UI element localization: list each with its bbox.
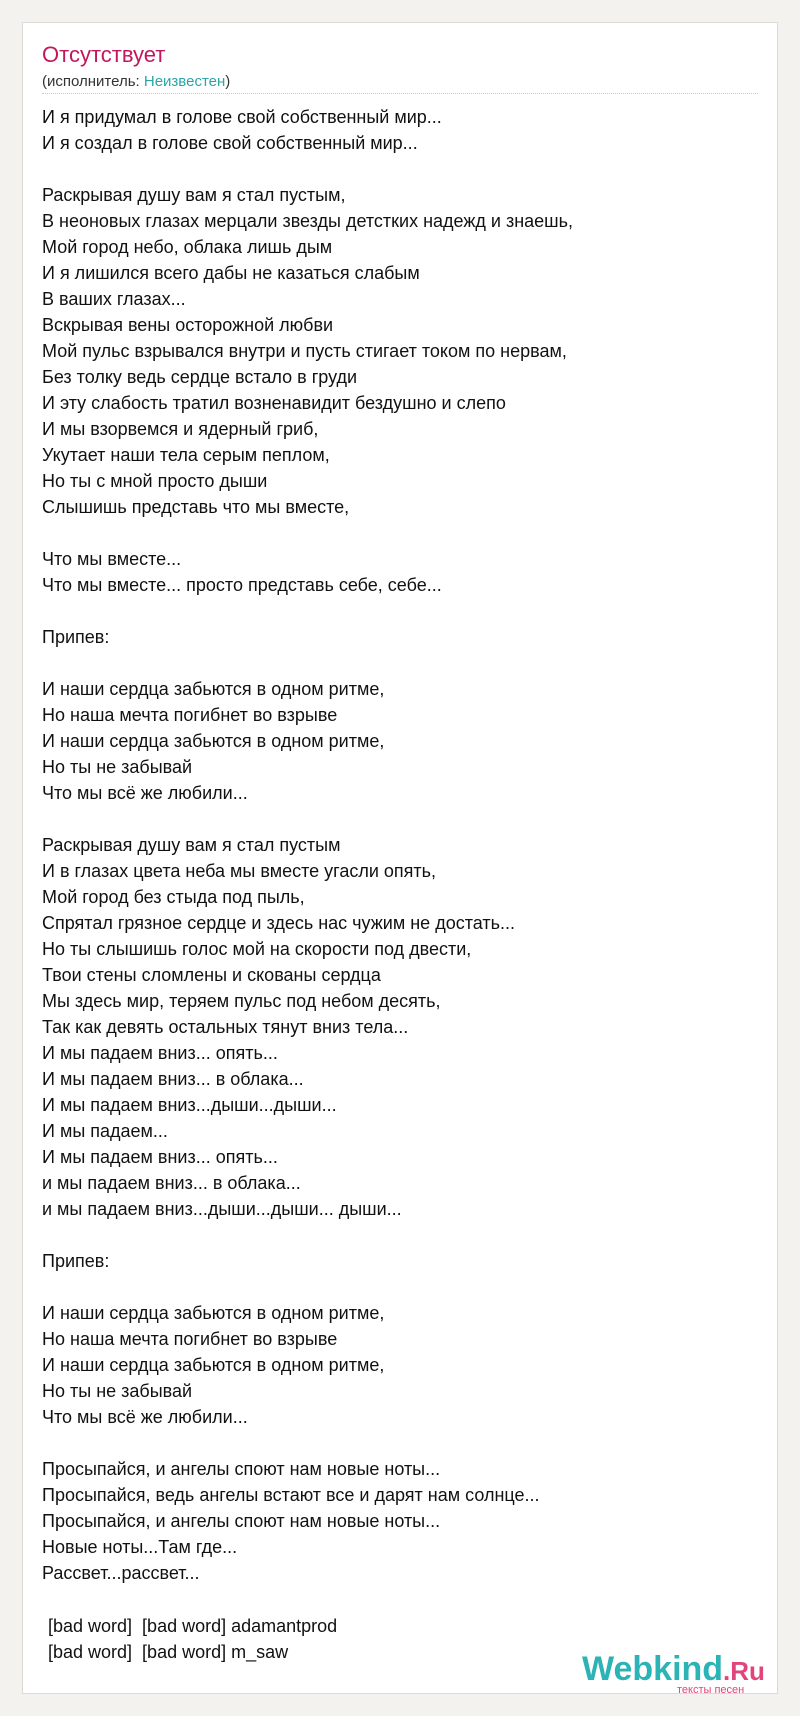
lyrics-line: Но ты не забывай (42, 757, 193, 777)
lyrics-line: И я придумал в голове свой собственный мир... (42, 107, 442, 127)
header-divider (42, 93, 758, 94)
lyrics-line: Мы здесь мир, теряем пульс под небом десять, (42, 991, 441, 1011)
lyrics-line: И наши сердца забьются в одном ритме, (42, 1355, 385, 1375)
artist-line (42, 73, 230, 90)
lyrics-line: Просыпайся, и ангелы споют нам новые ноты... (42, 1511, 441, 1531)
lyrics-line: Но наша мечта погибнет во взрыве (42, 705, 338, 725)
lyrics-line: Что мы вместе... просто представь себе, себе... (42, 575, 442, 595)
lyrics-line: Припев: (42, 1251, 110, 1271)
lyrics-blank-line (42, 650, 758, 676)
lyrics-line: Но ты слышишь голос мой на скорости под двести, (42, 939, 472, 959)
site-logo[interactable] (582, 1650, 765, 1694)
lyrics-line: Но ты с мной просто дыши (42, 471, 268, 491)
lyrics-line: И я создал в голове свой собственный мир... (42, 133, 418, 153)
lyrics-line: И мы падаем вниз... опять... (42, 1043, 278, 1063)
artist-link[interactable]: Неизвестен (143, 73, 226, 90)
lyrics-line: Укутает наши тела серым пеплом, (42, 445, 330, 465)
lyrics-line: Спрятал грязное сердце и здесь нас чужим не достать... (42, 913, 515, 933)
lyrics-line: Твои стены сломлены и скованы сердца (42, 965, 381, 985)
lyrics-blank-line (42, 1430, 758, 1456)
lyrics-blank-line (42, 806, 758, 832)
lyrics-line: Просыпайся, ведь ангелы встают все и дарят нам солнце... (42, 1485, 540, 1505)
lyrics-line: И эту слабость тратил возненавидит бездушно и слепо (42, 393, 506, 413)
lyrics-line: Что мы всё же любили... (42, 783, 248, 803)
lyrics-line: И мы падаем вниз... в облака... (42, 1069, 304, 1089)
lyrics-line: Раскрывая душу вам я стал пустым (42, 835, 341, 855)
lyrics-blank-line (42, 1274, 758, 1300)
lyrics-line: Рассвет...рассвет... (42, 1563, 200, 1583)
song-title: Отсутствует (42, 42, 166, 67)
lyrics-line: Но наша мечта погибнет во взрыве (42, 1329, 338, 1349)
lyrics-line: Что мы вместе... (42, 549, 182, 569)
lyrics-line: Мой город небо, облака лишь дым (42, 237, 333, 257)
lyrics-line: Припев: (42, 627, 110, 647)
lyrics-blank-line (42, 520, 758, 546)
lyrics-line: Но ты не забывай (42, 1381, 193, 1401)
lyrics-line: Слышишь представь что мы вместе, (42, 497, 350, 517)
artist-suffix: ) (225, 73, 231, 90)
lyrics-line: Мой пульс взрывался внутри и пусть стигает током по нервам, (42, 341, 567, 361)
logo-domain: .Ru (723, 1656, 765, 1686)
logo-text: Webkind (582, 1650, 724, 1688)
lyrics-line: В неоновых глазах мерцали звезды детстких надежд и знаешь, (42, 211, 573, 231)
lyrics-line: Новые ноты...Там где... (42, 1537, 238, 1557)
lyrics-line: И мы падаем вниз...дыши...дыши... (42, 1095, 337, 1115)
lyrics-line: Так как девять остальных тянут вниз тела... (42, 1017, 409, 1037)
lyrics-line: Просыпайся, и ангелы споют нам новые ноты... (42, 1459, 441, 1479)
lyrics-line: И наши сердца забьются в одном ритме, (42, 1303, 385, 1323)
credit-line: [bad word] [bad word] m_saw (48, 1642, 289, 1662)
lyrics-line: Раскрывая душу вам я стал пустым, (42, 185, 346, 205)
lyrics-line: И в глазах цвета неба мы вместе угасли опять, (42, 861, 437, 881)
lyrics-line: Что мы всё же любили... (42, 1407, 248, 1427)
lyrics-line: В ваших глазах... (42, 289, 186, 309)
credit-line: [bad word] [bad word] adamantprod (48, 1616, 338, 1636)
lyrics-line: Без толку ведь сердце встало в груди (42, 367, 358, 387)
lyrics-line: и мы падаем вниз... в облака... (42, 1173, 301, 1193)
lyrics-line: И мы падаем... (42, 1121, 168, 1141)
lyrics-line: И я лишился всего дабы не казаться слабым (42, 263, 420, 283)
lyrics-line: И наши сердца забьются в одном ритме, (42, 731, 385, 751)
lyrics-blank-line (42, 156, 758, 182)
lyrics-body (42, 104, 758, 1586)
lyrics-blank-line (42, 598, 758, 624)
lyrics-line: и мы падаем вниз...дыши...дыши... дыши... (42, 1199, 402, 1219)
lyrics-line: Вскрывая вены осторожной любви (42, 315, 334, 335)
lyrics-line: И наши сердца забьются в одном ритме, (42, 679, 385, 699)
lyrics-line: Мой город без стыда под пыль, (42, 887, 305, 907)
lyrics-line: И мы падаем вниз... опять... (42, 1147, 278, 1167)
logo-tagline: тексты песен (677, 1684, 745, 1696)
artist-prefix: (исполнитель: (42, 73, 144, 90)
lyrics-line: И мы взорвемся и ядерный гриб, (42, 419, 319, 439)
lyrics-blank-line (42, 1222, 758, 1248)
credits-block (48, 1613, 337, 1665)
